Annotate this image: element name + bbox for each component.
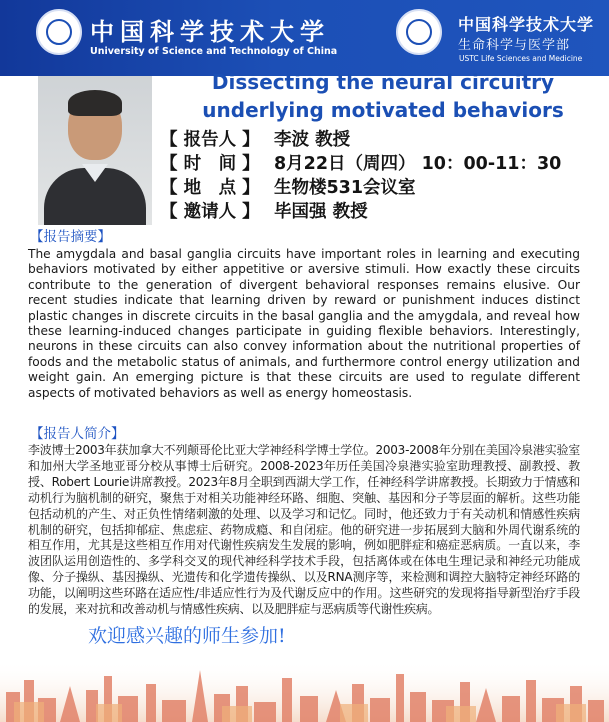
time-row bbox=[160, 152, 561, 176]
host-row bbox=[160, 200, 368, 224]
host-value: 毕国强 教授 bbox=[274, 202, 368, 222]
place-value: 生物楼531会议室 bbox=[274, 178, 416, 198]
talk-title-line-2: underlying motivated behaviors bbox=[202, 98, 564, 122]
host-label: 【 邀请人 】 bbox=[160, 202, 260, 222]
abstract-heading: 【报告摘要】 bbox=[30, 229, 111, 245]
school-name-cn: 生命科学与医学部 bbox=[458, 38, 571, 53]
skyline-decoration bbox=[0, 640, 609, 722]
time-value: 8月22日（周四） 10：00-11：30 bbox=[274, 154, 562, 174]
talk-title bbox=[168, 68, 598, 124]
place-row bbox=[160, 176, 416, 200]
time-label: 【 时 间 】 bbox=[160, 154, 260, 174]
bio-heading: 【报告人简介】 bbox=[30, 426, 125, 442]
header-banner bbox=[0, 0, 609, 76]
talk-title-line-1: Dissecting the neural circuitry bbox=[211, 70, 555, 94]
speaker-value: 李波 教授 bbox=[274, 130, 351, 150]
speaker-photo bbox=[38, 76, 152, 225]
speaker-label: 【 报告人 】 bbox=[160, 130, 260, 150]
ustc-seal-icon bbox=[36, 9, 82, 55]
school-name-en: USTC Life Sciences and Medicine bbox=[459, 54, 583, 63]
speaker-row bbox=[160, 128, 350, 152]
bio-text: 李波博士2003年获加拿大不列颠哥伦比亚大学神经科学博士学位。2003-2008年分别在美国冷泉港实验室和加州大学圣地亚哥分校从事博士后研究。2008-2023年历任美国冷泉港实验室助理教授、副教授、教授、Robert Lourie讲席教授。2023年8月全职到西湖大学工作，任神经科学讲席教授。长期致力于情感和动机行为脑机制的研究，聚焦于对相关功能神经环路、细胞、突触、基因和分子等层面的解析。这些功能包括动机的产生、对正负性情绪刺激的处理、以及学习和记忆。同时，他还致力于有关动机和情感性疾病机制的研究，包括抑郁症、焦虑症、药物成瘾、和自闭症。他的研究进一步拓展到大脑和外周代谢系统的相互作用，尤其是这些相互作用对代谢性疾病发生发展的影响，例如肥胖症和癌症恶病质。一直以来，李波团队运用创造性的、多学科交叉的现代神经科学技术手段，包括离体或在体电生理记录和神经元功能成像、分子操纵、基因操纵、光遗传和化学遗传操纵、以及RNA测序等，来检测和调控大脑特定神经环路的功能，以阐明这些环路在适应性/非适应性行为及代谢反应中的作用。这些研究的发现将指导新型治疗手段的发展，来对抗和改善动机与情感性疾病、以及肥胖症与恶病质等代谢性疾病。 bbox=[28, 443, 580, 617]
abstract-text: The amygdala and basal ganglia circuits have important roles in learning and executing behaviors motivated by either appetitive or aversive stimuli. How exactly these circuits contribute to the generation of divergent behavioral responses remains elusive. Our recent studies indicate that learning driven by reward or punishment induces distinct plastic changes in discrete circuits in the basal ganglia and the amygdala, and reveal how these learning-induced changes participate in guiding flexible behaviors. Interestingly, neurons in these circuits can also convey information about the nutritional properties of foods and the metabolic status of animals, and furthermore control energy utilization and weight gain. An emerging picture is that these circuits are used to regulate different aspects of motivated behaviors as well as energy homeostasis. bbox=[28, 247, 580, 400]
place-label: 【 地 点 】 bbox=[160, 178, 260, 198]
university-name-cn: 中国科学技术大学 bbox=[90, 17, 330, 46]
school-university-name-cn: 中国科学技术大学 bbox=[458, 15, 595, 34]
welcome-message: 欢迎感兴趣的师生参加! bbox=[88, 625, 286, 647]
university-name-en: University of Science and Technology of China bbox=[90, 46, 338, 57]
ustc-life-sciences-seal-icon bbox=[396, 9, 442, 55]
